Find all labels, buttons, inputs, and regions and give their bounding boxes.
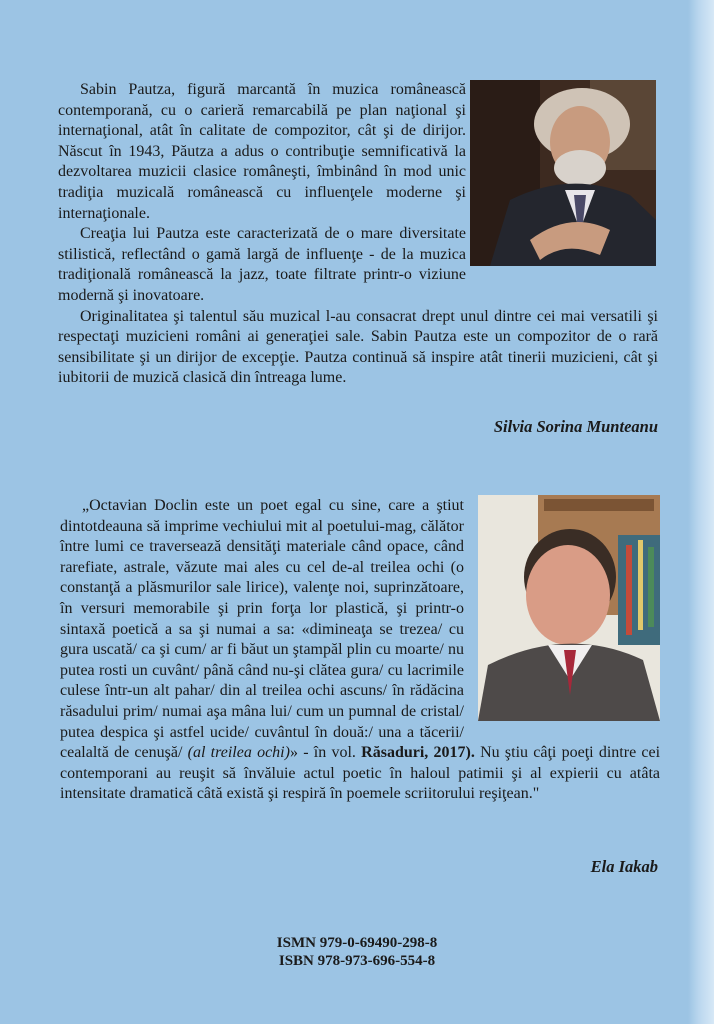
poem-title: (al treilea ochi) [187,744,290,762]
photo-spacer [466,80,658,268]
book-title: Răsaduri, 2017). [361,744,475,762]
quote-reference: » - în vol. [289,744,356,762]
section-doclin-text [60,496,660,805]
quote-closing: Nu ştiu câţi poeţi dintre cei contemporani au reuşit să învăluie actul poetic în haloul patimii şi al expierii cu atâta intensitate dramatică câtă există şi respiră în poemele scriitorului reşiţean." [60,744,661,803]
paragraph-3: Originalitatea şi talentul său muzical l-au consacrat drept unul dintre cei mai versatili şi respectaţi muzicieni români ai generaţiei sale. Sabin Pautza este un compozitor de o rară sensibilitate şi un dirijor de excepţie. Pautza continuă să inspire atât tinerii muzicieni, cât şi iubitorii de muzică clasică din întreaga lume. [58,307,658,387]
quote-body: „Octavian Doclin este un poet egal cu sine, care a ştiut dintotdeauna să imprime vechiului mit al poetului-mag, călător între lumi ce traversează densităţi materiale când opace, când rarefiate, astrale, văzute mai ales cu cel de-al treilea ochi (o constanţă a plăsmurilor sale lirice), valenţe noi, suprinzătoare, în versuri memorabile şi prin forţa lor plastică, şi printr-o sintaxă poetică a sa şi numai a sa: «dimineaţa se trezea/ cu gura uscată/ ca şi cum/ ar fi băut un ştampăl plin cu moarte/ nu putea rosti un cuvânt/ până când nu-şi clătea gura/ cu lacrimile culese într-un alt pahar/ din al treilea ochi ascuns/ în rădăcina răsadului prim/ numai aşa mâna lui/ cum un pumnal de cristal/ putea despica şi astfel ucide/ cuvântul în două:/ una a tăcerii/ cealaltă de cenuşă/ [60,497,464,762]
page-edge [688,0,714,1024]
signature-ela-iakab: Ela Iakab [590,857,658,876]
section-pautza-text [58,80,658,389]
photo-spacer [464,496,660,724]
paragraph-2: Creaţia lui Pautza este caracterizată de o mare diversitate stilistică, reflectând o gamă largă de influenţe - de la muzica tradiţională românească la jazz, toate filtrate printr-o viziune modernă şi inovatoare. [58,225,466,304]
ismn-code: ISMN 979-0-69490-298-8 [276,935,438,951]
paragraph-1: Sabin Pautza, figură marcantă în muzica românească contemporană, cu o carieră remarcabilă pe plan naţional şi internaţional, atât în calitate de compozitor, cât şi de dirijor. Născut în 1943, Păutza a adus o contribuţie semnificativă la dezvoltarea muzicii clasice româneşti, îmbinând în mod unic tradiţia muzicală românească cu influenţele moderne şi internaţionale. [58,81,466,222]
publication-codes [0,934,714,970]
signature-silvia-sorina-munteanu: Silvia Sorina Munteanu [493,417,658,436]
isbn-code: ISBN 978-973-696-554-8 [278,953,436,969]
